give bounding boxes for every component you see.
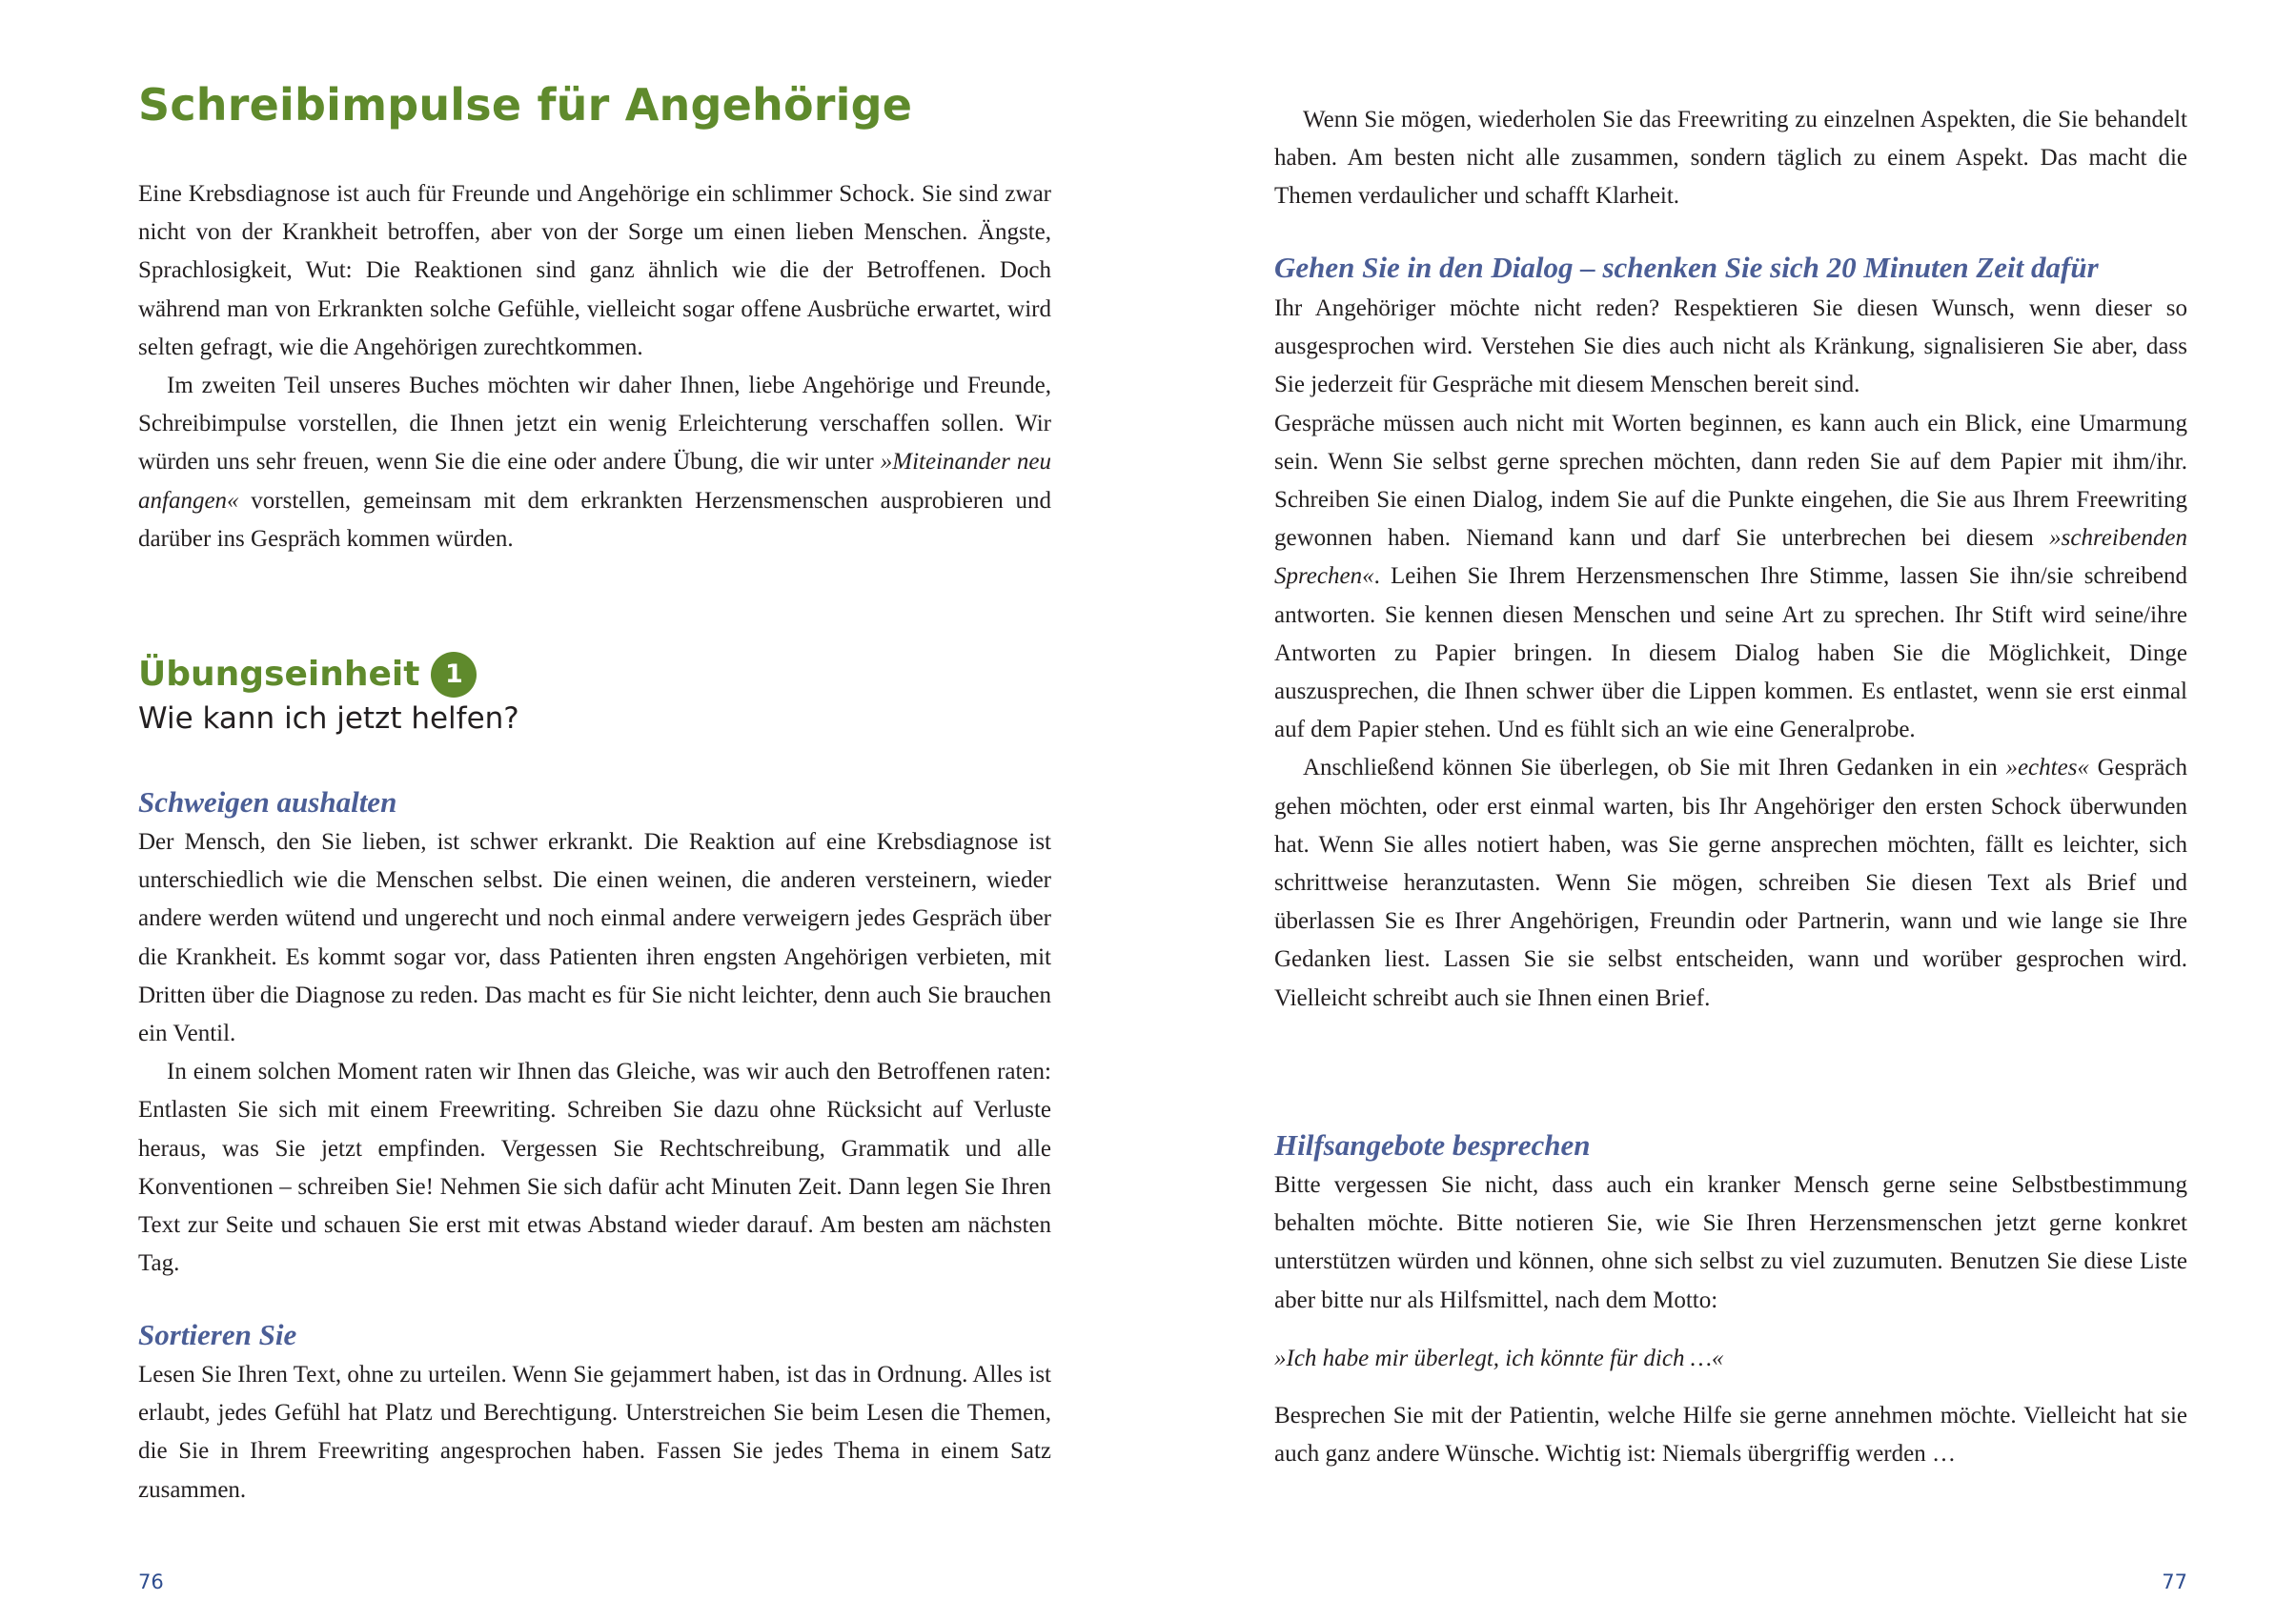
unit-label: Übungseinheit [138,655,420,694]
intro-paragraph-2-text-b: vorstellen, gemeinsam mit dem erkrankten Herzensmenschen ausprobieren und darüber ins Gespräch kommen würden. [138,487,1051,552]
right-paragraph-1: Wenn Sie mögen, wiederholen Sie das Freewriting zu einzelnen Aspekten, die Sie behandelt haben. Am besten nicht alle zusammen, sondern täglich zu einem Aspekt. Das macht die Themen verdaulicher und schafft Klarheit. [1274,107,2187,210]
quote-text: »Ich habe mir überlegt, ich könnte für dich …« [1274,1346,1724,1371]
page-title: Schreibimpulse für Angehörige [138,79,913,131]
page-number-right: 77 [2162,1570,2187,1593]
dialog-paragraph-2-emphasis: »schreibenden Sprechen« [1274,525,2187,590]
dialog-paragraph-2 [1274,405,2187,750]
unit-subtitle: Wie kann ich jetzt helfen? [138,701,519,736]
section-dialog [1274,290,2187,1018]
subheading-schweigen: Schweigen aushalten [138,785,397,819]
intro-section [138,175,1051,558]
sortieren-paragraph-1: Lesen Sie Ihren Text, ohne zu urteilen. Wenn Sie gejammert haben, ist das in Ordnung. Alles ist erlaubt, jedes Gefühl hat Platz und Berechtigung. Unterstreichen Sie beim Lesen die Themen, die Sie in Ihrem Freewriting angesprochen haben. Fassen Sie jedes Thema in einem Satz zusammen. [138,1362,1051,1503]
section-sortieren [138,1356,1051,1510]
quote-block [1274,1340,2187,1378]
subheading-sortieren: Sortieren Sie [138,1318,297,1351]
dialog-paragraph-3-text-b: Gespräch gehen möchten, oder erst einmal warten, bis Ihr Angehöriger den ersten Schock überwunden hat. Wenn Sie alles notiert haben, was Sie gerne ansprechen möchten, fällt es leichter, sich schrittweise heranzutasten. Wenn Sie mögen, schreiben Sie diesen Text als Brief und überlassen Sie es Ihrer Angehörigen, Freundin oder Partnerin, wann und wie lange sie Ihre Gedanken liest. Lassen Sie sie selbst entscheiden, wann und worüber gesprochen wird. Vielleicht schreibt auch sie Ihnen einen Brief. [1274,755,2187,1011]
dialog-paragraph-2-text-a: Gespräche müssen auch nicht mit Worten beginnen, es kann auch ein Blick, eine Umarmung sein. Wenn Sie selbst gerne sprechen möchten, dann reden Sie auf dem Papier mit ihm/ihr. Schreiben Sie einen Dialog, indem Sie auf die Punkte eingehen, die Sie aus Ihrem Freewriting gewonnen haben. Niemand kann und darf Sie unterbrechen bei diesem [1274,410,2187,552]
intro-paragraph-1-text: Eine Krebsdiagnose ist auch für Freunde und Angehörige ein schlimmer Schock. Sie sind zwar nicht von der Krankheit betroffen, aber von der Sorge um einen lieben Menschen. Ängste, Sprachlosigkeit, Wut: Die Reaktionen sind ganz ähnlich wie die der Betroffenen. Doch während man von Erkrankten solche Gefühle, vielleicht sogar offene Ausbrüche erwartet, wird selten gefragt, wie die Angehörigen zurechtkommen. [138,181,1051,360]
unit-heading [138,652,477,698]
intro-paragraph-2-text-a: Im zweiten Teil unseres Buches möchten wir daher Ihnen, liebe Angehörige und Freunde, Schreibimpulse vorstellen, die Ihnen jetzt ein wenig Erleichterung verschaffen sollen. Wir würden uns sehr freuen, wenn Sie die eine oder andere Übung, die wir unter [138,373,1051,476]
subheading-hilfe: Hilfsangebote besprechen [1274,1128,1591,1162]
section-schweigen [138,823,1051,1283]
intro-paragraph-2-emphasis: »Miteinander neu anfangen« [138,449,1051,514]
schweigen-paragraph-2: In einem solchen Moment raten wir Ihnen das Gleiche, was wir auch den Betroffenen raten: Entlasten Sie sich mit einem Freewriting. Schreiben Sie dazu ohne Rücksicht auf Verluste heraus, was Sie jetzt empfinden. Vergessen Sie Rechtschreibung, Grammatik und alle Konventionen – schreiben Sie! Nehmen Sie sich dafür acht Minuten Zeit. Dann legen Sie Ihren Text zur Seite und schauen Sie erst mit etwas Abstand wieder darauf. Am besten am nächsten Tag. [138,1059,1051,1277]
schweigen-paragraph-1: Der Mensch, den Sie lieben, ist schwer erkrankt. Die Reaktion auf eine Krebsdiagnose ist unterschiedlich wie die Menschen selbst. Die einen weinen, die anderen versteinern, wieder andere werden wütend und ungerecht und noch einmal andere verweigern jedes Gespräch über die Krankheit. Es kommt sogar vor, dass Patienten ihren engsten Angehörigen verbieten, mit Dritten über die Diagnose zu reden. Das macht es für Sie nicht leichter, denn auch Sie brauchen ein Ventil. [138,829,1051,1047]
hilfe-closing [1274,1397,2187,1473]
dialog-paragraph-1: Ihr Angehöriger möchte nicht reden? Respektieren Sie diesen Wunsch, wenn dieser so ausgesprochen wird. Verstehen Sie dies auch nicht als Kränkung, signalisieren Sie aber, dass Sie jederzeit für Gespräche mit diesem Menschen bereit sind. [1274,295,2187,398]
dialog-paragraph-3-emphasis: »echtes« [2005,755,2089,781]
hilfe-paragraph-1: Bitte vergessen Sie nicht, dass auch ein kranker Mensch gerne seine Selbstbestimmung behalten möchte. Bitte notieren Sie, wie Sie Ihren Herzensmenschen jetzt gerne konkret unterstützen würden und können, ohne sich selbst zu viel zuzumuten. Benutzen Sie diese Liste aber bitte nur als Hilfsmittel, nach dem Motto: [1274,1172,2187,1313]
section-hilfe [1274,1166,2187,1320]
right-intro [1274,101,2187,216]
page-number-left: 76 [138,1570,164,1593]
hilfe-paragraph-2: Besprechen Sie mit der Patientin, welche Hilfe sie gerne annehmen möchte. Vielleicht hat sie auch ganz andere Wünsche. Wichtig ist: Niemals übergriffig werden … [1274,1403,2187,1468]
unit-number-badge: 1 [431,652,477,698]
dialog-paragraph-3 [1274,749,2187,1017]
intro-paragraph-1 [138,175,1051,367]
intro-paragraph-2 [138,367,1051,558]
dialog-paragraph-3-text-a: Anschließend können Sie überlegen, ob Sie mit Ihren Gedanken in ein [1303,755,2006,781]
subheading-dialog: Gehen Sie in den Dialog – schenken Sie sich 20 Minuten Zeit dafür [1274,251,2099,284]
dialog-paragraph-2-text-b: . Leihen Sie Ihrem Herzensmenschen Ihre Stimme, lassen Sie ihn/sie schreibend antworten. Sie kennen diesen Menschen und seine Art zu sprechen. Ihr Stift wird seine/ihre Antworten zu Papier bringen. In diesem Dialog haben Sie die Möglichkeit, Dinge auszusprechen, die Ihnen schwer über die Lippen kommen. Es entlastet, wenn sie erst einmal auf dem Papier stehen. Und es fühlt sich an wie eine Generalprobe. [1274,563,2187,743]
